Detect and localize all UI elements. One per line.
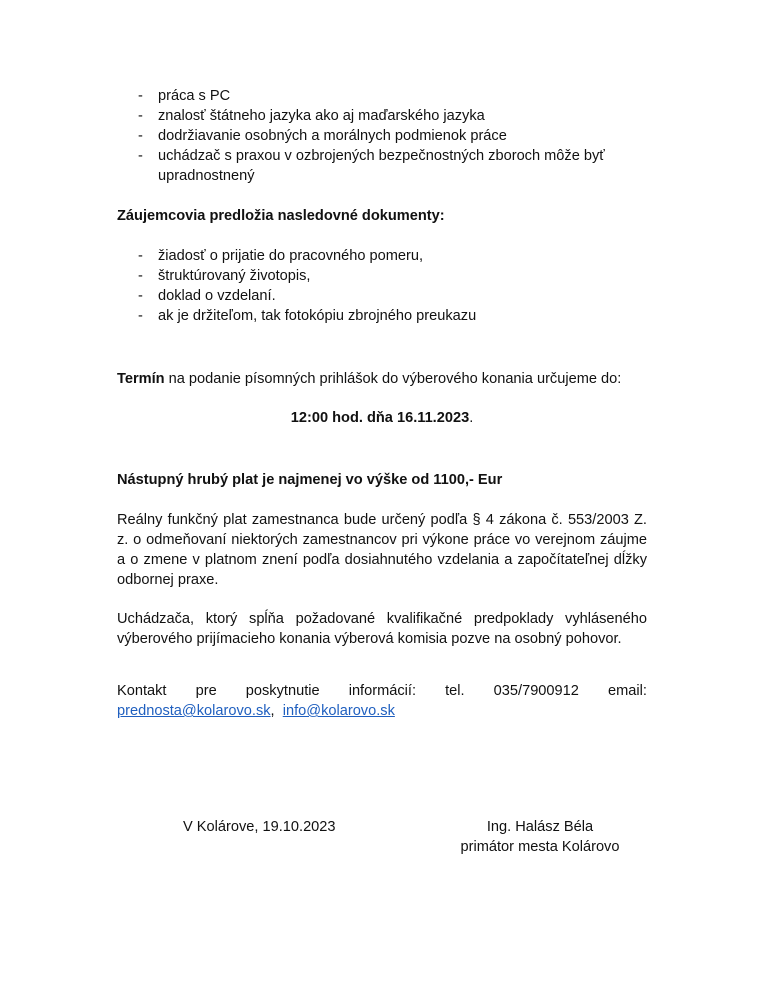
list-item: - žiadosť o prijatie do pracovného pomeru,: [117, 246, 647, 266]
contact-section: [117, 681, 647, 721]
requirements-list: [117, 86, 647, 186]
contact-phone: 035/7900912: [493, 683, 579, 699]
contact-word: informácií:: [348, 683, 417, 699]
salary-paragraph: Reálny funkčný plat zamestnanca bude určený podľa § 4 zákona č. 553/2003 Z. z. o odmeňovaní niektorých zamestnancov pri výkone práce vo verejnom záujme a o zmene v platnom znení podľa dosiahnutého vzdelania a započítateľnej dĺžky odbornej praxe.: [117, 512, 647, 588]
salary-heading: Nástupný hrubý plat je najmenej vo výške od 1100,- Eur: [117, 472, 503, 488]
signature-block: [430, 817, 650, 857]
email-link-prednosta[interactable]: prednosta@kolarovo.sk: [117, 703, 271, 719]
deadline-label: Termín: [117, 371, 165, 387]
list-item: - práca s PC: [117, 86, 647, 106]
contact-word: email:: [607, 683, 647, 699]
deadline-text: na podanie písomných prihlášok do výberového konania určujeme do:: [164, 371, 622, 387]
signatory-title: primátor mesta Kolárovo: [460, 839, 620, 855]
documents-heading: Záujemcovia predložia nasledovné dokumenty:: [117, 208, 445, 224]
deadline-date: 12:00 hod. dňa 16.11.2023: [290, 410, 470, 426]
requirements-section: [117, 86, 647, 186]
list-item: - znalosť štátneho jazyka ako aj maďarského jazyka: [117, 106, 647, 126]
email-separator: ,: [270, 703, 275, 719]
list-item: - dodržiavanie osobných a morálnych podmienok práce: [117, 126, 647, 146]
signatory-name: Ing. Halász Béla: [486, 819, 594, 835]
interview-paragraph: Uchádzača, ktorý spĺňa požadované kvalifikačné predpoklady vyhláseného výberového prijímacieho konania výberová komisia pozve na osobný pohovor.: [117, 611, 647, 647]
list-item: - ak je držiteľom, tak fotokópiu zbrojného preukazu: [117, 306, 647, 326]
contact-word: tel.: [445, 683, 465, 699]
deadline-line: [117, 369, 647, 389]
list-item: - uchádzač s praxou v ozbrojených bezpečnostných zboroch môže byť upradnostnený: [117, 146, 647, 186]
contact-word: pre: [195, 683, 217, 699]
email-link-info[interactable]: info@kolarovo.sk: [282, 703, 395, 719]
list-item: - doklad o vzdelaní.: [117, 286, 647, 306]
deadline-date-suffix: .: [469, 410, 474, 426]
documents-section: [117, 246, 647, 326]
contact-word: poskytnutie: [245, 683, 320, 699]
documents-list: [117, 246, 647, 326]
contact-line: [117, 681, 647, 701]
contact-emails: [117, 701, 647, 721]
list-item: - štruktúrovaný životopis,: [117, 266, 647, 286]
deadline-date-line: [117, 408, 647, 428]
contact-word: Kontakt: [117, 683, 167, 699]
place-date: V Kolárove, 19.10.2023: [183, 819, 336, 835]
